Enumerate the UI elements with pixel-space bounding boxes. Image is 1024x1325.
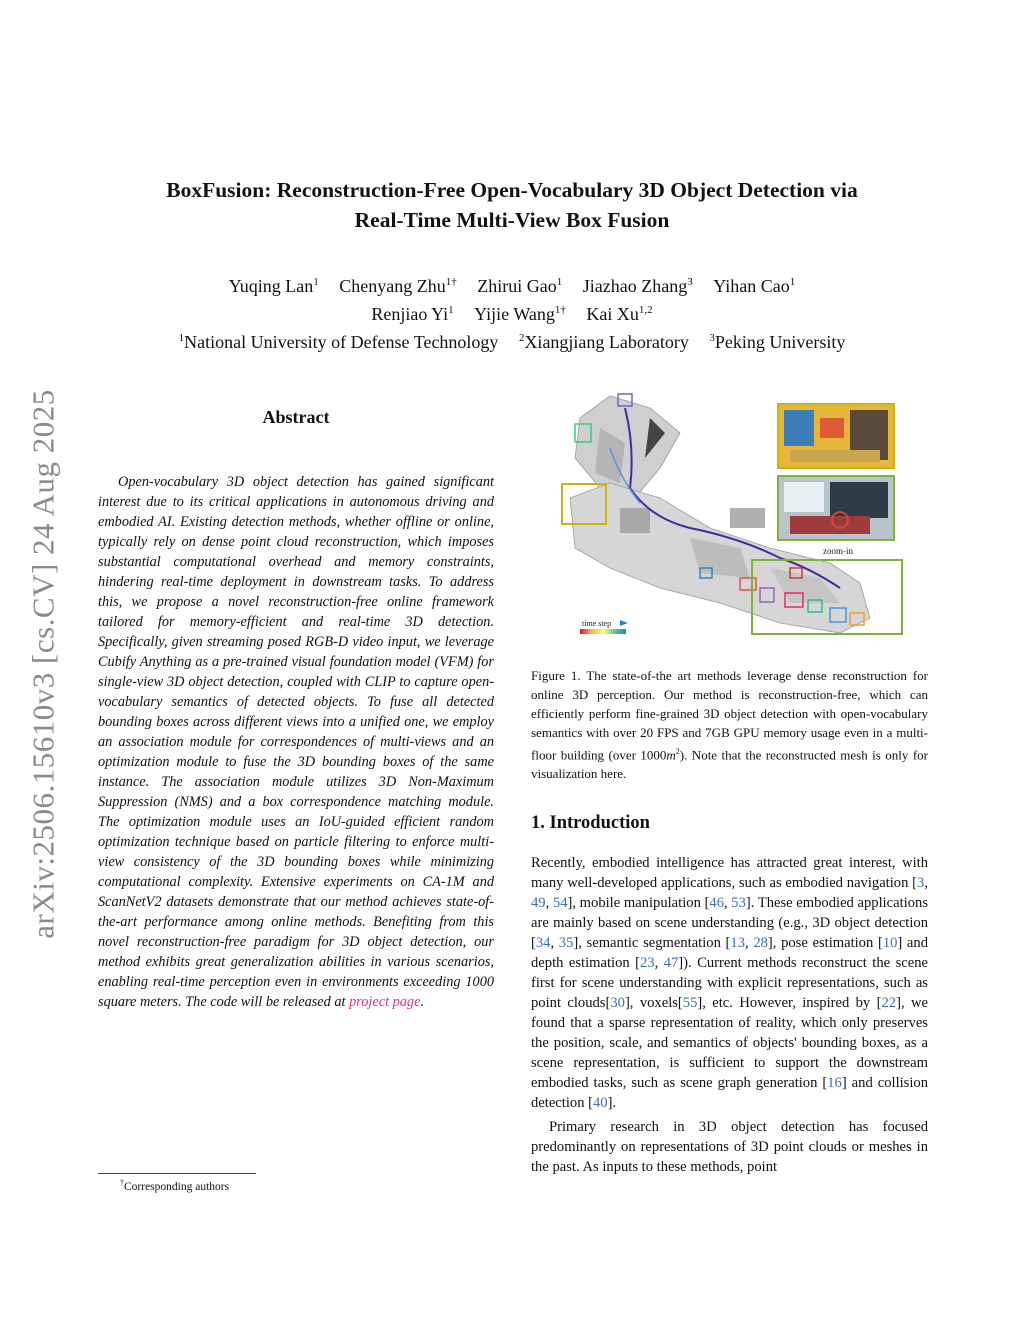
citation-link[interactable]: 28	[753, 935, 768, 951]
author: Renjiao Yi$^1$	[371, 304, 454, 324]
affiliation: $^2$Xiangjiang Laboratory	[518, 332, 689, 352]
abstract-body: Open-vocabulary 3D object detection has gained significant interest due to its critical applications in autonomous driving and embodied AI. Existing detection methods, whether offline or online, typically rely on dense point cloud reconstruction, which imposes substantial computational overhead and memory constraints, hindering real-time deployment in downstream tasks. To address this, we propose a novel reconstruction-free online framework tailored for memory-efficient and real-time 3D detection. Specifically, given streaming posed RGB-D video input, we leverage Cubify Anything as a pre-trained visual foundation model (VFM) for single-view 3D object detection, coupled with CLIP to capture open-vocabulary semantics of detected objects. To fuse all detected bounding boxes across different views into a unified one, we employ an association module for correspondences of multi-views and an optimization module to fuse the 3D bounding boxes of the same instance. The association module utilizes 3D Non-Maximum Suppression (NMS) and a box correspondence matching module. The optimization module uses an IoU-guided efficient random optimization technique based on particle filtering to enforce multi-view consistency of the 3D bounding boxes while minimizing computational complexity. Extensive experiments on CA-1M and ScanNetV2 datasets demonstrate that our method achieves state-of-the-art performance among online methods. Benefiting from this novel reconstruction-free paradigm for 3D object detection, our method exhibits great generalization abilities in various scenarios, enabling real-time perception even in environments exceeding 1000 square meters. The code will be released at project page.	[98, 474, 494, 1010]
arxiv-id: arXiv:2506.15610v3 [cs.CV] 24 Aug 2025	[26, 389, 61, 939]
citation-link[interactable]: 10	[882, 935, 898, 951]
author-row-2	[100, 298, 924, 326]
figure-1-caption: Figure 1. The state-of-the art methods leverage dense reconstruction for online 3D perception. Our method is reconstruction-free, which can efficiently perform fine-grained 3D object detection with open-vocabulary semantics with over 20 FPS and 7GB GPU memory usage even in a multi-floor building (over $1000m^2$). Note that the reconstructed mesh is only for visualization here.	[531, 668, 928, 782]
time-step-legend	[580, 619, 628, 634]
section-heading-introduction: 1. Introduction	[531, 813, 650, 833]
author: Yuqing Lan$^1$	[228, 276, 319, 296]
project-page-link[interactable]: project page	[349, 994, 421, 1010]
author: Chenyang Zhu$^{1\dagger}$	[339, 276, 457, 296]
zoom-in-photo-1	[778, 404, 894, 468]
figure-1	[540, 388, 910, 650]
paper-title	[100, 175, 924, 235]
citation-link[interactable]: 13	[730, 935, 745, 951]
citation-link[interactable]: 22	[881, 995, 897, 1011]
author: Jiazhao Zhang$^3$	[582, 276, 693, 296]
affiliation: $^3$Peking University	[709, 332, 846, 352]
citation-link[interactable]: 47	[663, 955, 679, 971]
title-line-1: BoxFusion: Reconstruction-Free Open-Vocabulary 3D Object Detection via	[166, 178, 858, 202]
author: Kai Xu$^{1,2}$	[586, 304, 653, 324]
title-line-2: Real-Time Multi-View Box Fusion	[354, 208, 670, 232]
citation-link[interactable]: 30	[610, 995, 625, 1011]
citation-link[interactable]: 16	[827, 1075, 842, 1091]
citation-link[interactable]: 55	[682, 995, 698, 1011]
author: Yijie Wang$^{1\dagger}$	[474, 304, 566, 324]
arxiv-watermark	[22, 368, 66, 960]
citation-link[interactable]: 53	[731, 895, 746, 911]
affiliation-row	[100, 326, 924, 354]
affiliation: $^1$National University of Defense Technology	[178, 332, 499, 352]
zoom-in-label: zoom-in	[823, 546, 853, 556]
footnote: †Corresponding authors	[120, 1178, 230, 1193]
intro-paragraph-2: Primary research in 3D object detection has focused predominantly on representations of 3D point clouds or meshes in the past. As inputs to these methods, point	[531, 1119, 928, 1175]
author: Zhirui Gao$^1$	[477, 276, 563, 296]
citation-link[interactable]: 40	[593, 1095, 608, 1111]
citation-link[interactable]: 34	[535, 935, 551, 951]
author: Yihan Cao$^1$	[713, 276, 796, 296]
citation-link[interactable]: 46	[709, 895, 724, 911]
citation-link[interactable]: 35	[558, 935, 574, 951]
abstract-heading: Abstract	[262, 407, 330, 427]
citation-link[interactable]: 3	[917, 875, 925, 891]
time-step-label: time step	[582, 619, 612, 628]
author-block	[100, 270, 924, 354]
citation-link[interactable]: 49	[531, 895, 546, 911]
citation-link[interactable]: 54	[552, 895, 568, 911]
citation-link[interactable]: 23	[639, 955, 655, 971]
zoom-in-photo-2	[778, 476, 894, 540]
intro-paragraph-1: Recently, embodied intelligence has attracted great interest, with many well-developed applications, such as embodied navigation [3, 49, 54], mobile manipulation [46, 53]. These embodied applications are mainly based on scene understanding (e.g., 3D object detection [34, 35], semantic segmentation [13, 28], pose estimation [10] and depth estimation [23, 47]). Current methods reconstruct the scene first for scene understanding with explicit representations, such as point clouds[30], voxels[55], etc. However, inspired by [22], we found that a sparse representation of reality, which only preserves the position, scale, and semantics of objects' bounding boxes, as a scene representation, is sufficient to support the downstream embodied tasks, such as scene graph generation [16] and collision detection [40].	[531, 855, 929, 1111]
figure-1-graphic	[540, 388, 910, 650]
introduction-body	[531, 853, 928, 1177]
footnote-rule	[98, 1173, 256, 1174]
author-row-1	[100, 270, 924, 298]
